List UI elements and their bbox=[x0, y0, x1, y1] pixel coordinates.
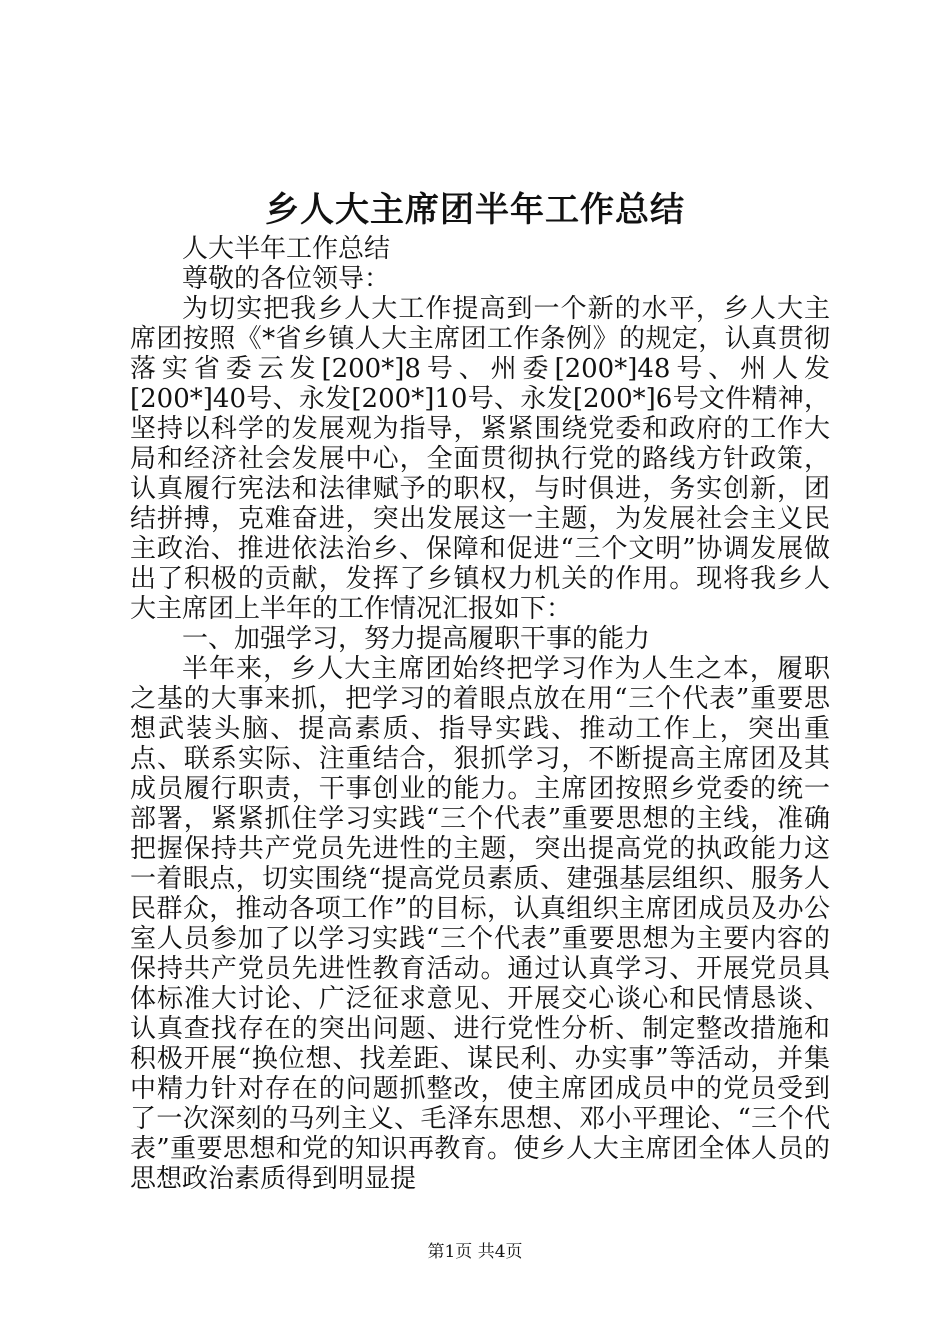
section-heading-1: 一、加强学习，努力提高履职干事的能力 bbox=[182, 624, 651, 654]
section-paragraph-1: 半年来，乡人大主席团始终把学习作为人生之本，履职之基的大事来抓，把学习的着眼点放在用“三个代表”重要思想武装头脑、提高素质、指导实践、推动工作上，突出重点、联系实际、注重结合，狠抓学习，不断提高主席团及其成员履行职责，干事创业的能力。主席团按照乡党委的统一部署，紧紧抓住学习实践“三个代表”重要思想的主线，准确把握保持共产党员先进性的主题，突出提高党的执政能力这一着眼点，切实围绕“提高党员素质、建强基层组织、服务人民群众，推动各项工作”的目标，认真组织主席团成员及办公室人员参加了以学习实践“三个代表”重要思想为主要内容的保持共产党员先进性教育活动。通过认真学习、开展党员具体标准大讨论、广泛征求意见、开展交心谈心和民情恳谈、认真查找存在的突出问题、进行党性分析、制定整改措施和积极开展“换位想、找差距、谋民利、办实事”等活动，并集中精力针对存在的问题抓整改，使主席团成员中的党员受到了一次深刻的马列主义、毛泽东思想、邓小平理论、“三个代表”重要思想和党的知识再教育。使乡人大主席团全体人员的思想政治素质得到明显提 bbox=[130, 654, 830, 1194]
page-number: 第1页 共4页 bbox=[427, 1242, 523, 1262]
intro-paragraph: 为切实把我乡人大工作提高到一个新的水平，乡人大主席团按照《*省乡镇人大主席团工作条例》的规定，认真贯彻落实省委云发[200*]8号、州委[200*]48号、州人发[200*]40号、永发[200*]10号、永发[200*]6号文件精神，坚持以科学的发展观为指导，紧紧围绕党委和政府的工作大局和经济社会发展中心，全面贯彻执行党的路线方针政策，认真履行宪法和法律赋予的职权，与时俱进，务实创新，团结拼搏，克难奋进，突出发展这一主题，为发展社会主义民主政治、推进依法治乡、保障和促进“三个文明”协调发展做出了积极的贡献，发挥了乡镇权力机关的作用。现将我乡人大主席团上半年的工作情况汇报如下： bbox=[130, 294, 830, 624]
heading-summary: 人大半年工作总结 bbox=[182, 234, 391, 264]
salutation: 尊敬的各位领导： bbox=[182, 264, 391, 294]
document-body bbox=[130, 234, 830, 1194]
document-title: 乡人大主席团半年工作总结 bbox=[265, 190, 685, 230]
